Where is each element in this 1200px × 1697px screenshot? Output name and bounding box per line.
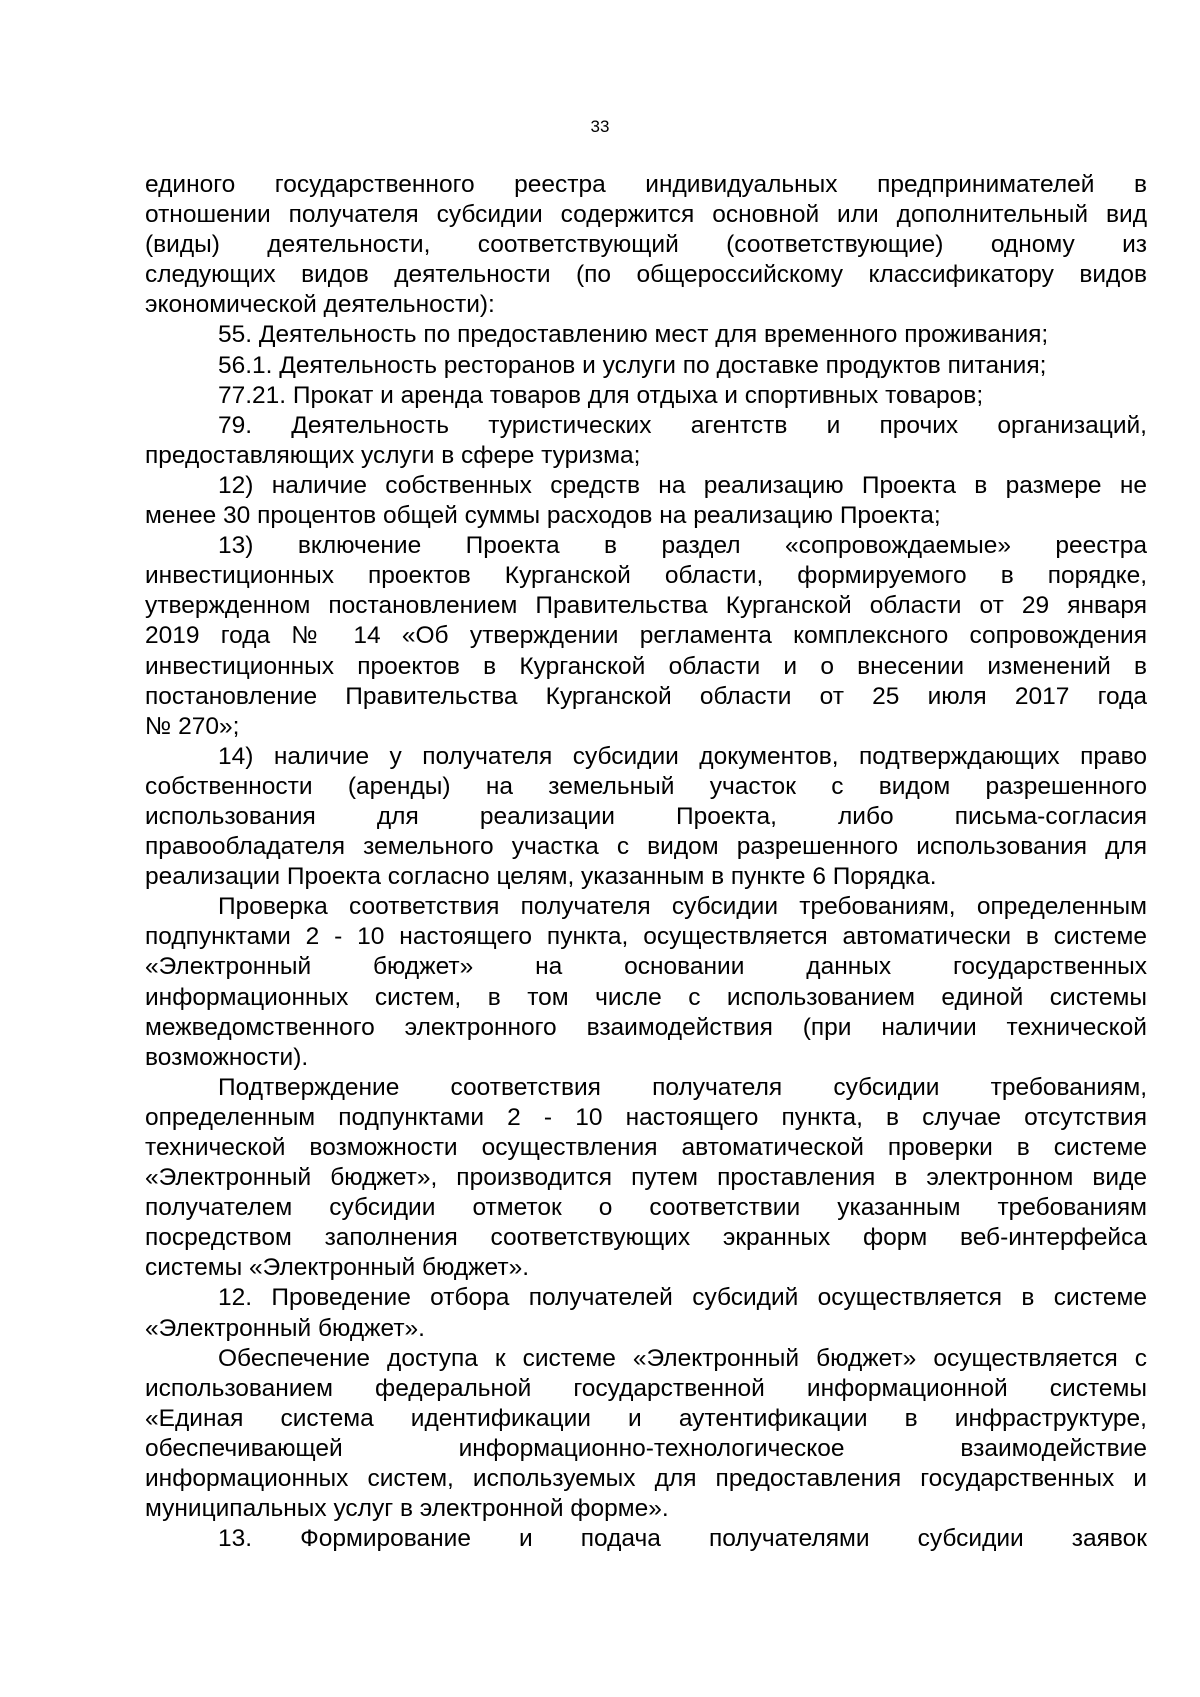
text-line: Подтверждение соответствия получателя субсидии требованиям, [218,1073,1147,1101]
text-line: определенным подпунктами 2 - 10 настоящего пункта, в случае отсутствия [145,1103,1147,1131]
text-line: постановление Правительства Курганской области от 25 июля 2017 года [145,682,1147,710]
text-line: правообладателя земельного участка с видом разрешенного использования для [145,833,1147,861]
text-line: 2019 года № 14 «Об утверждении регламента комплексного сопровождения [145,622,1147,650]
text-line: 79. Деятельность туристических агентств и прочих организаций, [218,411,1147,439]
text-line: единого государственного реестра индивидуальных предпринимателей в [145,171,1147,198]
text-line: «Электронный бюджет» на основании данных государственных [145,953,1147,981]
text-line: «Электронный бюджет». [145,1314,425,1342]
text-line: информационных систем, используемых для предоставления государственных и [145,1465,1147,1493]
text-line: муниципальных услуг в электронной форме». [145,1495,669,1523]
text-line: подпунктами 2 - 10 настоящего пункта, осуществляется автоматически в системе [145,923,1147,951]
text-line: № 270»; [145,712,240,740]
text-line: межведомственного электронного взаимодействия (при наличии технической [145,1013,1147,1041]
text-line: обеспечивающей информационно-технологическое взаимодействие [145,1434,1147,1462]
text-line: собственности (аренды) на земельный участок с видом разрешенного [145,772,1147,800]
text-line: предоставляющих услуги в сфере туризма; [145,441,641,469]
text-line: (виды) деятельности, соответствующий (соответствующие) одному из [145,231,1147,259]
text-line: посредством заполнения соответствующих экранных форм веб-интерфейса [145,1224,1147,1252]
text-line: использования для реализации Проекта, либо письма-согласия [145,802,1147,830]
text-line: системы «Электронный бюджет». [145,1254,530,1282]
text-line: следующих видов деятельности (по общероссийскому классификатору видов [145,261,1147,289]
text-line: возможности). [145,1043,309,1071]
text-line: 77.21. Прокат и аренда товаров для отдыха и спортивных товаров; [218,381,984,409]
text-line: «Электронный бюджет», производится путем проставления в электронном виде [145,1164,1147,1192]
text-line: 13. Формирование и подача получателями субсидии заявок [218,1525,1147,1553]
text-line: Обеспечение доступа к системе «Электронный бюджет» осуществляется с [218,1344,1147,1372]
text-line: инвестиционных проектов Курганской области, формируемого в порядке, [145,562,1147,590]
text-line: получателем субсидии отметок о соответствии указанным требованиям [145,1194,1147,1222]
text-line: инвестиционных проектов в Курганской области и о внесении изменений в [145,652,1147,680]
text-line: реализации Проекта согласно целям, указанным в пункте 6 Порядка. [145,863,937,891]
text-line: 56.1. Деятельность ресторанов и услуги по доставке продуктов питания; [218,351,1047,379]
text-line: утвержденном постановлением Правительства Курганской области от 29 января [145,592,1147,620]
text-line: менее 30 процентов общей суммы расходов на реализацию Проекта; [145,502,941,530]
text-line: 13) включение Проекта в раздел «сопровождаемые» реестра [218,532,1147,560]
text-line: 55. Деятельность по предоставлению мест для временного проживания; [218,321,1049,349]
page-number: 33 [590,117,610,136]
text-line: 12) наличие собственных средств на реализацию Проекта в размере не [218,471,1147,499]
text-line: Проверка соответствия получателя субсидии требованиям, определенным [218,893,1147,921]
body-text [145,170,1147,1554]
text-line: информационных систем, в том числе с использованием единой системы [145,983,1147,1011]
text-line: технической возможности осуществления автоматической проверки в системе [145,1134,1147,1161]
text-line: отношении получателя субсидии содержится основной или дополнительный вид [145,201,1147,229]
text-line: 14) наличие у получателя субсидии документов, подтверждающих право [218,742,1147,770]
text-line: 12. Проведение отбора получателей субсидий осуществляется в системе [218,1284,1147,1312]
text-line: «Единая система идентификации и аутентификации в инфраструктуре, [145,1404,1147,1432]
text-line: использованием федеральной государственной информационной системы [145,1374,1147,1402]
text-line: экономической деятельности): [145,291,495,319]
